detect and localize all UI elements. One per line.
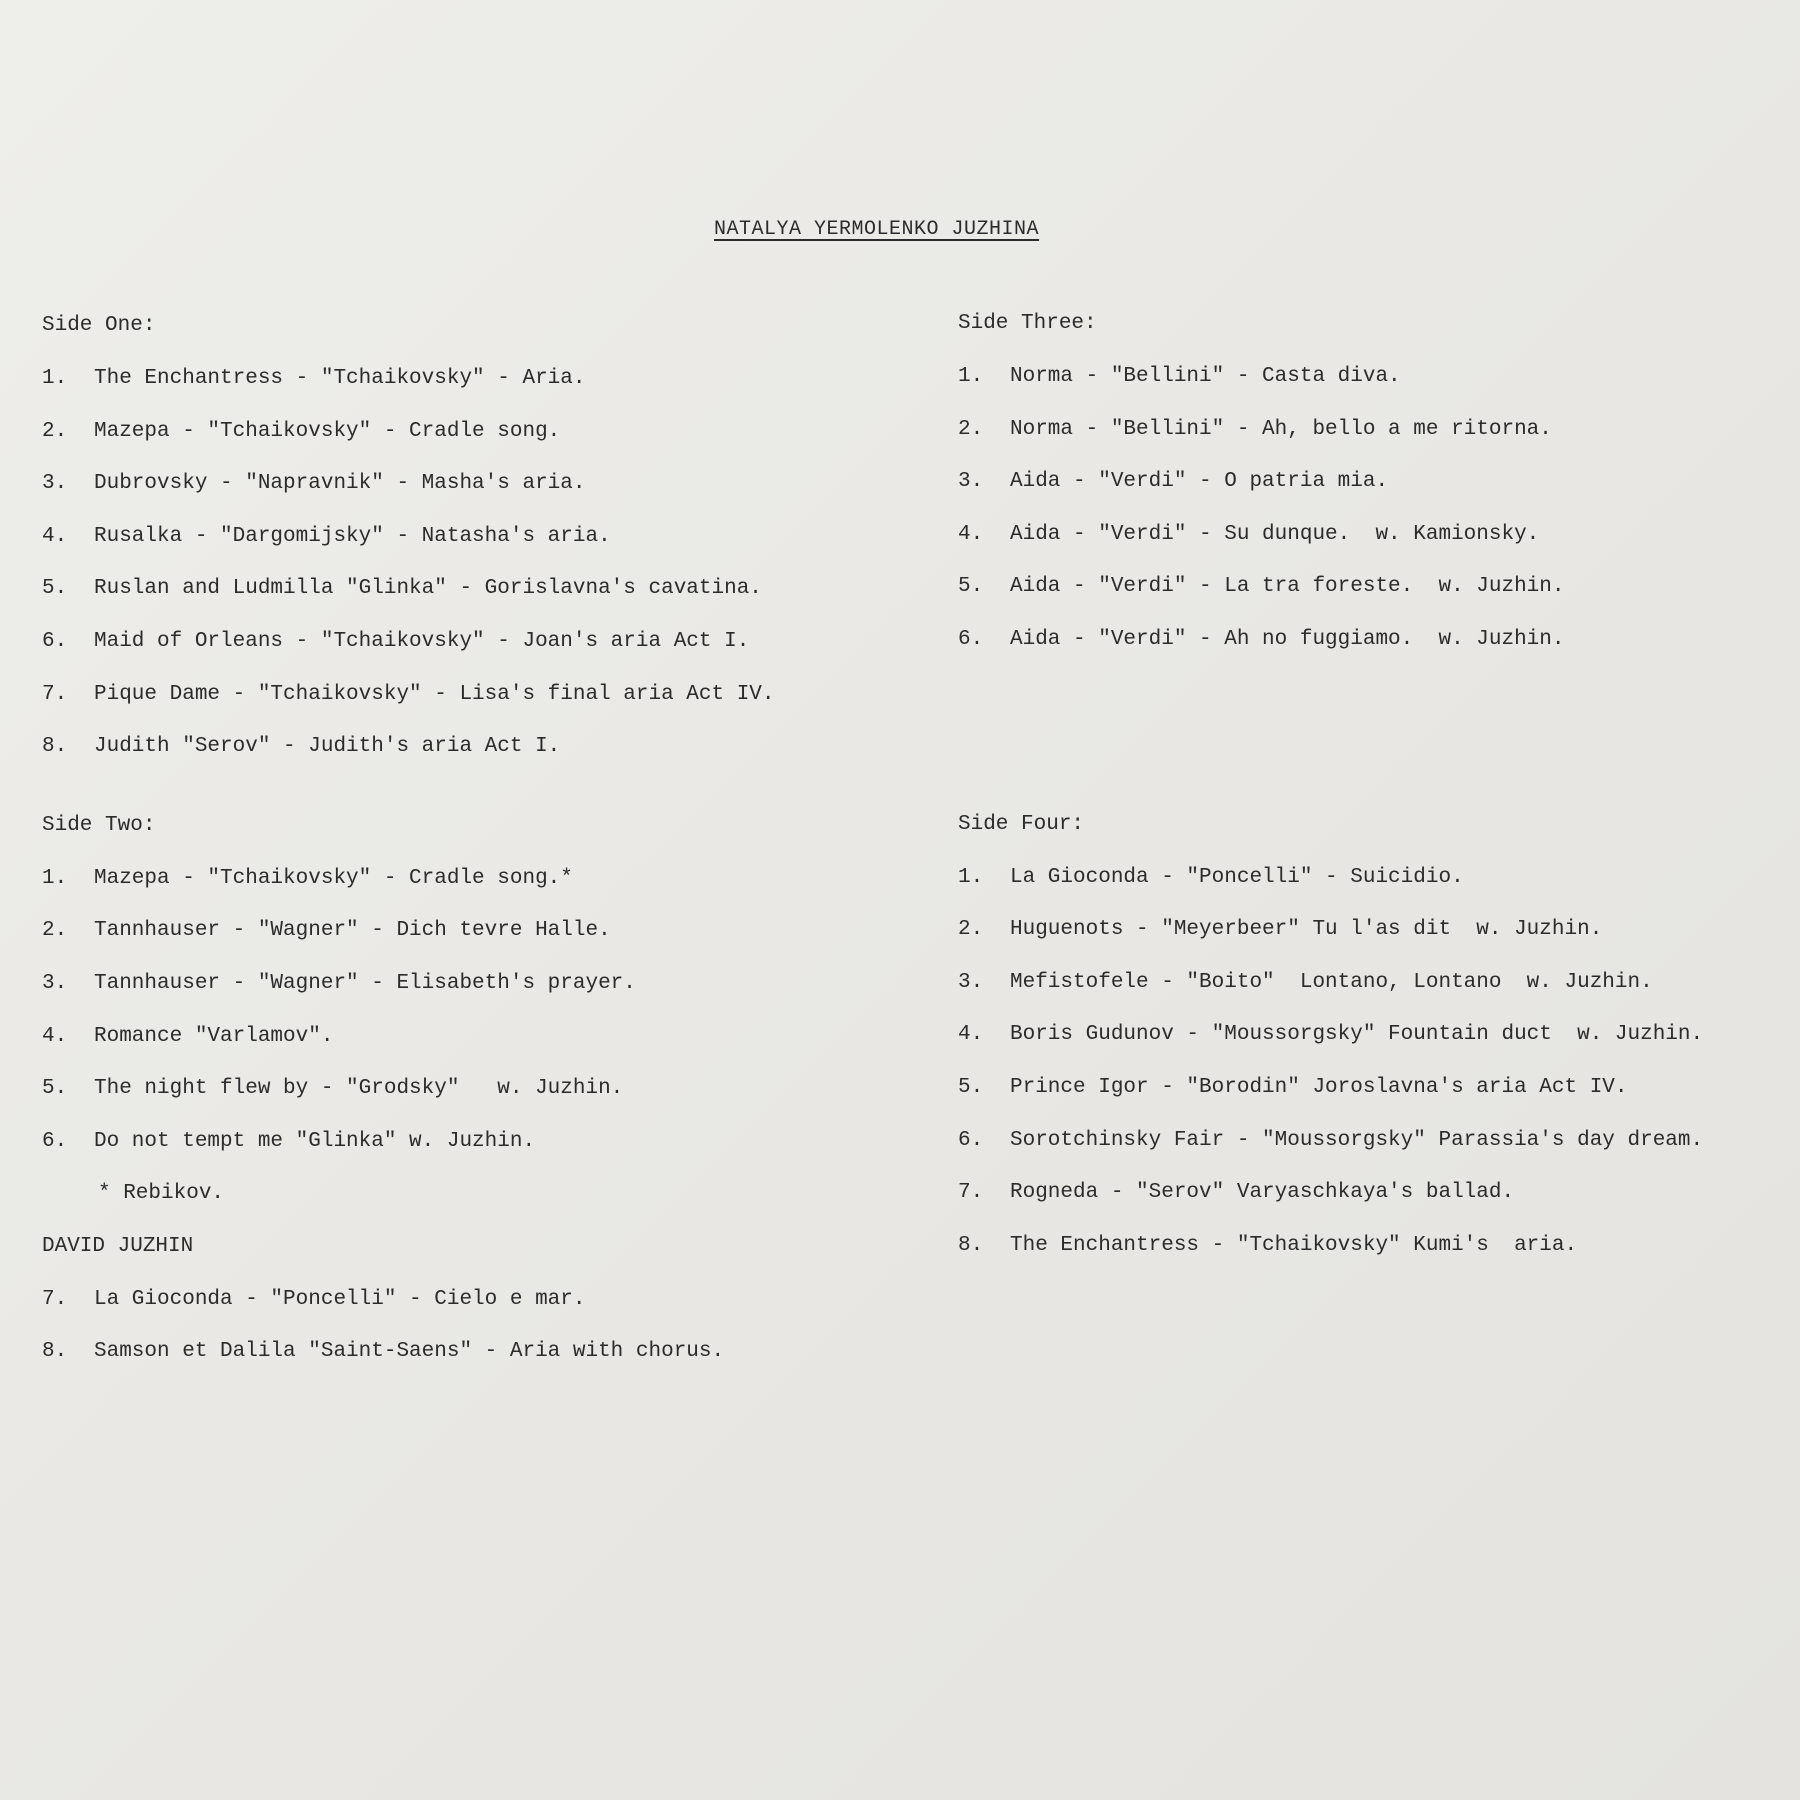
track-number: 3. [958,970,984,994]
track-number: 8. [958,1233,984,1257]
track-number: 2. [42,419,68,443]
track-item [42,971,862,997]
track-item [958,574,1778,600]
track-item [42,366,862,392]
track-title: Do not tempt me "Glinka" w. Juzhin. [94,1129,536,1153]
side-four-heading: Side Four: [958,812,1085,836]
track-number: 4. [958,522,984,546]
track-number: 4. [958,1023,984,1047]
track-item [42,471,862,497]
side-three-list [958,364,1778,653]
track-title: La Gioconda - "Poncelli" - Suicidio. [1010,865,1464,889]
track-item [42,918,862,944]
track-title: Aida - "Verdi" - Ah no fuggiamo. w. Juzhin. [1010,627,1565,651]
track-item [42,1024,862,1050]
track-title: Tannhauser - "Wagner" - Dich tevre Halle. [94,919,611,943]
track-number: 2. [958,417,984,441]
track-title: Aida - "Verdi" - La tra foreste. w. Juzhin. [1010,575,1565,599]
section-gap [958,680,1778,812]
track-number: 7. [42,1287,68,1311]
side-two-list [42,866,862,1365]
track-number: 6. [958,627,984,651]
track-title: Rogneda - "Serov" Varyaschkaya's ballad. [1010,1181,1515,1205]
track-title: Aida - "Verdi" - Su dunque. w. Kamionsky. [1010,522,1540,546]
track-item [958,522,1778,548]
track-number: 3. [42,971,68,995]
track-item [958,1075,1778,1101]
track-number: 3. [42,472,68,496]
track-title: Norma - "Bellini" - Ah, bello a me ritorna. [1010,417,1552,441]
right-column [958,311,1778,1285]
side-two-heading: Side Two: [42,813,156,837]
track-number: 5. [958,1075,984,1099]
track-item [42,419,862,445]
track-title: Aida - "Verdi" - O patria mia. [1010,470,1389,494]
track-item [958,1233,1778,1259]
track-item [958,364,1778,390]
track-number: 2. [42,919,68,943]
track-number: 8. [42,1340,68,1364]
track-item [958,469,1778,495]
performer-subheading: DAVID JUZHIN [42,1234,194,1258]
track-title: Tannhauser - "Wagner" - Elisabeth's prayer. [94,971,636,995]
track-item [958,1022,1778,1048]
track-number: 8. [42,735,68,759]
track-title: Norma - "Bellini" - Casta diva. [1010,365,1401,388]
track-number: 6. [958,1128,984,1152]
left-column [42,313,862,1392]
track-title: Maid of Orleans - "Tchaikovsky" - Joan's aria Act I. [94,629,750,653]
track-title: The night flew by - "Grodsky" w. Juzhin. [94,1077,624,1101]
track-item [42,1339,862,1365]
track-number: 7. [958,1181,984,1205]
track-title: Mazepa - "Tchaikovsky" - Cradle song. [94,419,561,443]
track-number: 4. [42,524,68,548]
track-title: Boris Gudunov - "Moussorgsky" Fountain duct w. Juzhin. [1010,1023,1704,1047]
track-item [42,629,862,655]
track-title: Sorotchinsky Fair - "Moussorgsky" Parassia's day dream. [1010,1128,1704,1152]
track-number: 1. [42,367,68,390]
document-title: NATALYA YERMOLENKO JUZHINA [714,218,1040,241]
track-number: 2. [958,918,984,942]
side-three-heading: Side Three: [958,312,1097,335]
track-title: Huguenots - "Meyerbeer" Tu l'as dit w. Juzhin. [1010,918,1603,942]
side-one-list [42,366,862,760]
track-number: 4. [42,1024,68,1048]
track-number: 5. [42,577,68,601]
track-item [958,627,1778,653]
section-gap [42,787,862,813]
track-item [958,417,1778,443]
track-title: Pique Dame - "Tchaikovsky" - Lisa's final aria Act IV. [94,682,775,706]
track-item [958,917,1778,943]
track-number: 6. [42,629,68,653]
track-title: Mefistofele - "Boito" Lontano, Lontano w. Juzhin. [1010,970,1653,994]
track-number: 3. [958,470,984,494]
track-number: 5. [42,1077,68,1101]
track-item [42,576,862,602]
track-title: The Enchantress - "Tchaikovsky" - Aria. [94,367,586,390]
track-title: Ruslan and Ludmilla "Glinka" - Gorislavna's cavatina. [94,577,762,601]
track-number: 6. [42,1129,68,1153]
track-title: The Enchantress - "Tchaikovsky" Kumi's aria. [1010,1233,1578,1257]
track-number: 1. [958,365,984,388]
track-item [42,1076,862,1102]
track-title: La Gioconda - "Poncelli" - Cielo e mar. [94,1287,586,1311]
track-title: Judith "Serov" - Judith's aria Act I. [94,735,561,759]
track-number: 1. [42,866,68,890]
track-title: Dubrovsky - "Napravnik" - Masha's aria. [94,472,586,496]
track-title: Samson et Dalila "Saint-Saens" - Aria with chorus. [94,1340,725,1364]
track-item [958,865,1778,891]
footnote: * Rebikov. [98,1182,225,1206]
side-four-list [958,865,1778,1259]
track-item [42,1287,862,1313]
track-item [42,1129,862,1155]
side-one-heading: Side One: [42,314,156,337]
track-item [958,970,1778,996]
track-number: 7. [42,682,68,706]
track-number: 5. [958,575,984,599]
track-title: Rusalka - "Dargomijsky" - Natasha's aria. [94,524,611,548]
track-title: Romance "Varlamov". [94,1024,334,1048]
track-title: Prince Igor - "Borodin" Joroslavna's aria Act IV. [1010,1075,1628,1099]
track-number: 1. [958,865,984,889]
track-item [42,866,862,892]
track-item [42,524,862,550]
track-title: Mazepa - "Tchaikovsky" - Cradle song.* [94,866,573,890]
track-item [958,1180,1778,1206]
track-item [958,1128,1778,1154]
track-item [42,734,862,760]
track-item [42,682,862,708]
